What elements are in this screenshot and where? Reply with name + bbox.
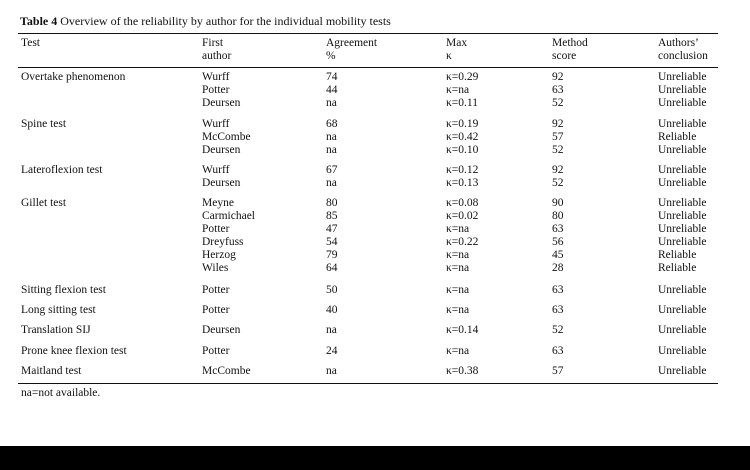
method-score: 63	[552, 345, 564, 357]
header-first-author-line2: author	[202, 50, 232, 62]
first-author-column-cell	[202, 197, 255, 275]
method-score: 63	[552, 223, 564, 235]
first-author: Potter	[202, 284, 230, 296]
table-caption-label: Table 4	[20, 14, 58, 28]
method-score: 52	[552, 324, 564, 336]
method-score: 63	[552, 304, 564, 316]
authors-conclusion-column-cell	[658, 365, 707, 378]
authors-conclusion: Unreliable	[658, 144, 707, 156]
max-kappa-column-cell	[446, 71, 478, 110]
max-kappa: κ=0.19	[446, 118, 479, 130]
max-kappa: κ=0.42	[446, 131, 479, 143]
first-author: McCombe	[202, 365, 251, 377]
agreement: 54	[326, 236, 338, 248]
authors-conclusion: Unreliable	[658, 236, 707, 248]
method-score: 52	[552, 144, 564, 156]
method-score: 80	[552, 210, 564, 222]
method-score: 63	[552, 284, 564, 296]
test-name: Lateroflexion test	[21, 164, 103, 176]
agreement: 24	[326, 345, 338, 357]
authors-conclusion: Unreliable	[658, 71, 707, 83]
max-kappa: κ=na	[446, 304, 470, 316]
header-max-kappa-line2: κ	[446, 50, 452, 62]
max-kappa-column-cell	[446, 284, 469, 297]
authors-conclusion: Reliable	[658, 262, 697, 274]
authors-conclusion: Unreliable	[658, 210, 707, 222]
agreement-column-cell	[326, 324, 337, 337]
header-first-author	[202, 37, 231, 63]
test-name: Spine test	[21, 118, 67, 130]
header-rule	[18, 67, 718, 68]
agreement: 50	[326, 284, 338, 296]
table-footnote: na=not available.	[21, 387, 101, 399]
max-kappa-column-cell	[446, 324, 478, 337]
header-method-score-line1: Method	[552, 37, 588, 49]
method-score: 90	[552, 197, 564, 209]
authors-conclusion: Unreliable	[658, 177, 707, 189]
header-agreement	[326, 37, 377, 63]
first-author-column-cell	[202, 324, 240, 337]
test-name: Translation SIJ	[21, 324, 91, 336]
max-kappa: κ=0.12	[446, 164, 479, 176]
agreement: na	[326, 365, 337, 377]
header-authors-conclusion-line2: conclusion	[658, 50, 708, 62]
authors-conclusion: Unreliable	[658, 365, 707, 377]
header-authors-conclusion-line1: Authors’	[658, 37, 699, 49]
header-agreement-line1: Agreement	[326, 37, 378, 49]
first-author-column-cell	[202, 304, 229, 317]
first-author: Deursen	[202, 324, 241, 336]
max-kappa: κ=0.08	[446, 197, 479, 209]
first-author: Wurff	[202, 71, 230, 83]
first-author: Herzog	[202, 249, 236, 261]
max-kappa-column-cell	[446, 304, 469, 317]
agreement: na	[326, 144, 337, 156]
agreement: 74	[326, 71, 338, 83]
first-author: Deursen	[202, 144, 241, 156]
agreement: 40	[326, 304, 338, 316]
test-name: Prone knee flexion test	[21, 345, 127, 357]
test-name: Maitland test	[21, 365, 82, 377]
header-max-kappa	[446, 37, 467, 63]
authors-conclusion-column-cell	[658, 118, 707, 157]
first-author: Potter	[202, 223, 230, 235]
method-score: 52	[552, 177, 564, 189]
method-score: 28	[552, 262, 564, 274]
max-kappa: κ=0.38	[446, 365, 479, 377]
max-kappa-column-cell	[446, 365, 478, 378]
agreement: 85	[326, 210, 338, 222]
method-score-column-cell	[552, 71, 564, 110]
authors-conclusion: Unreliable	[658, 284, 707, 296]
agreement: 47	[326, 223, 338, 235]
authors-conclusion: Unreliable	[658, 164, 707, 176]
authors-conclusion-column-cell	[658, 164, 707, 190]
authors-conclusion: Unreliable	[658, 223, 707, 235]
agreement-column-cell	[326, 164, 338, 190]
max-kappa: κ=0.10	[446, 144, 479, 156]
method-score: 92	[552, 71, 564, 83]
authors-conclusion-column-cell	[658, 345, 707, 358]
authors-conclusion: Unreliable	[658, 84, 707, 96]
agreement: 64	[326, 262, 338, 274]
first-author: Potter	[202, 304, 230, 316]
test-name: Gillet test	[21, 197, 67, 209]
method-score-column-cell	[552, 284, 564, 297]
max-kappa: κ=na	[446, 284, 470, 296]
method-score: 56	[552, 236, 564, 248]
max-kappa-column-cell	[446, 345, 469, 358]
agreement: na	[326, 177, 337, 189]
max-kappa-column-cell	[446, 118, 478, 157]
first-author: Deursen	[202, 97, 241, 109]
method-score: 57	[552, 365, 564, 377]
max-kappa: κ=0.13	[446, 177, 479, 189]
agreement: 44	[326, 84, 338, 96]
agreement: 79	[326, 249, 338, 261]
first-author-column-cell	[202, 345, 229, 358]
authors-conclusion: Unreliable	[658, 324, 707, 336]
max-kappa-column-cell	[446, 164, 478, 190]
authors-conclusion: Unreliable	[658, 304, 707, 316]
authors-conclusion-column-cell	[658, 284, 707, 297]
first-author: Dreyfuss	[202, 236, 244, 248]
max-kappa: κ=0.14	[446, 324, 479, 336]
method-score-column-cell	[552, 197, 564, 275]
header-test: Test	[21, 37, 40, 49]
method-score: 52	[552, 97, 564, 109]
method-score-column-cell	[552, 118, 564, 157]
first-author: Potter	[202, 84, 230, 96]
agreement-column-cell	[326, 197, 338, 275]
agreement: na	[326, 324, 337, 336]
authors-conclusion: Unreliable	[658, 118, 707, 130]
method-score: 63	[552, 84, 564, 96]
authors-conclusion: Reliable	[658, 249, 697, 261]
first-author: Meyne	[202, 197, 234, 209]
max-kappa: κ=0.29	[446, 71, 479, 83]
method-score: 45	[552, 249, 564, 261]
agreement-column-cell	[326, 304, 338, 317]
header-authors-conclusion	[658, 37, 708, 63]
first-author-column-cell	[202, 365, 251, 378]
header-method-score-line2: score	[552, 50, 577, 62]
table-caption-text: Overview of the reliability by author for the individual mobility tests	[60, 14, 391, 28]
method-score-column-cell	[552, 324, 564, 337]
authors-conclusion: Unreliable	[658, 97, 707, 109]
max-kappa-column-cell	[446, 197, 478, 275]
first-author: Deursen	[202, 177, 241, 189]
authors-conclusion-column-cell	[658, 324, 707, 337]
authors-conclusion-column-cell	[658, 71, 707, 110]
max-kappa: κ=0.11	[446, 97, 478, 109]
method-score-column-cell	[552, 345, 564, 358]
agreement: na	[326, 131, 337, 143]
method-score: 92	[552, 164, 564, 176]
header-method-score	[552, 37, 588, 63]
first-author-column-cell	[202, 164, 240, 190]
max-kappa: κ=0.22	[446, 236, 479, 248]
first-author: McCombe	[202, 131, 251, 143]
method-score-column-cell	[552, 365, 564, 378]
authors-conclusion: Unreliable	[658, 345, 707, 357]
first-author-column-cell	[202, 284, 229, 297]
bottom-rule	[18, 383, 718, 384]
method-score-column-cell	[552, 304, 564, 317]
method-score: 57	[552, 131, 564, 143]
first-author: Wurff	[202, 118, 230, 130]
method-score-column-cell	[552, 164, 564, 190]
max-kappa: κ=na	[446, 262, 470, 274]
first-author: Wiles	[202, 262, 229, 274]
max-kappa: κ=na	[446, 223, 470, 235]
test-name: Sitting flexion test	[21, 284, 106, 296]
top-rule	[18, 33, 718, 34]
agreement: 68	[326, 118, 338, 130]
test-name: Long sitting test	[21, 304, 96, 316]
max-kappa: κ=0.02	[446, 210, 479, 222]
first-author: Wurff	[202, 164, 230, 176]
agreement-column-cell	[326, 365, 337, 378]
header-max-kappa-line1: Max	[446, 37, 468, 49]
bottom-black-bar	[0, 446, 750, 470]
max-kappa: κ=na	[446, 345, 470, 357]
first-author: Potter	[202, 345, 230, 357]
first-author-column-cell	[202, 118, 251, 157]
agreement: 80	[326, 197, 338, 209]
max-kappa: κ=na	[446, 249, 470, 261]
test-name: Overtake phenomenon	[21, 71, 126, 83]
header-first-author-line1: First	[202, 37, 224, 49]
max-kappa: κ=na	[446, 84, 470, 96]
agreement: 67	[326, 164, 338, 176]
agreement-column-cell	[326, 284, 338, 297]
first-author: Carmichael	[202, 210, 256, 222]
agreement-column-cell	[326, 345, 338, 358]
agreement: na	[326, 97, 337, 109]
method-score: 92	[552, 118, 564, 130]
agreement-column-cell	[326, 71, 338, 110]
header-agreement-line2: %	[326, 50, 336, 62]
authors-conclusion-column-cell	[658, 197, 707, 275]
table-caption	[20, 14, 391, 29]
agreement-column-cell	[326, 118, 338, 157]
authors-conclusion: Unreliable	[658, 197, 707, 209]
authors-conclusion: Reliable	[658, 131, 697, 143]
first-author-column-cell	[202, 71, 240, 110]
authors-conclusion-column-cell	[658, 304, 707, 317]
